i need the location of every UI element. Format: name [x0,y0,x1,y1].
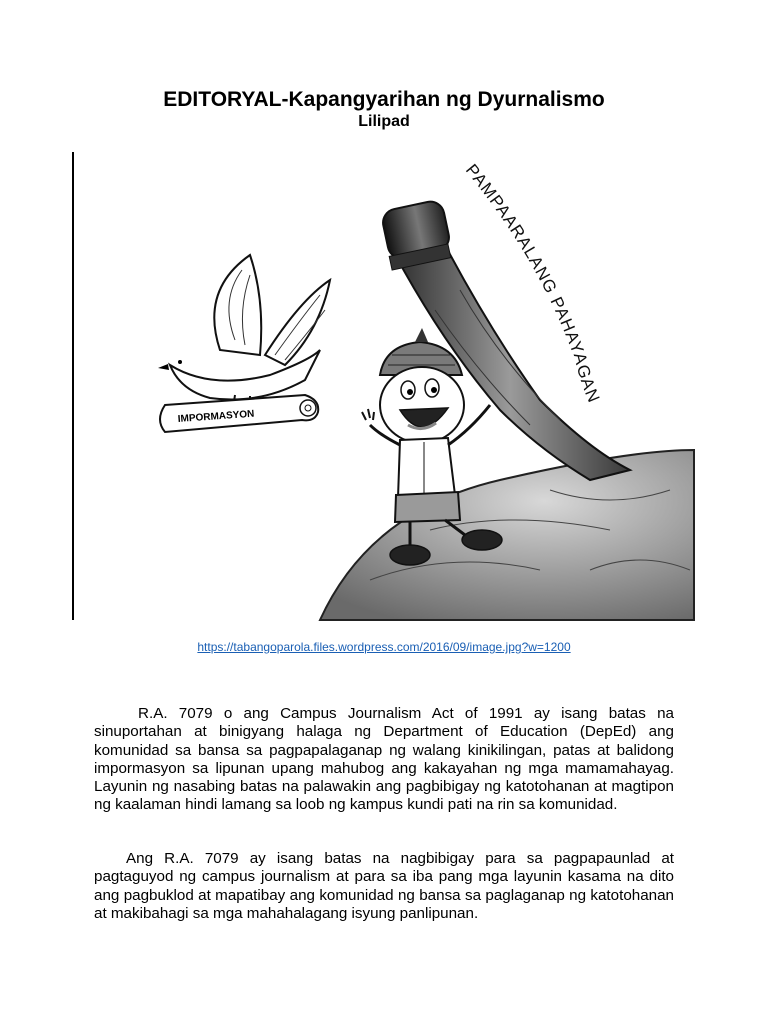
pencil-label: PAMPAARALANG PAHAYAGAN [461,160,604,406]
paragraph-2: Ang R.A. 7079 ay isang batas na nagbibigay para sa pagpapaunlad at pagtaguyod ng campus journalism at para sa iba pang mga layunin kasama na dito ang pagbuklod at mapatibay ang komunidad ng bansa sa paglaganap ng katotohanan at makibahagi sa mga mahahalagang isyung panlipunan. [94,850,674,922]
scroll-label: IMPORMASYON [177,408,255,425]
globe-hill [320,450,694,620]
editorial-title: EDITORYAL-Kapangyarihan ng Dyurnalismo [163,88,605,111]
editorial-subtitle: Lilipad [358,113,410,130]
paragraph-1: R.A. 7079 o ang Campus Journalism Act of 1991 ay isang batas na sinuportahan at binigyang halaga ng Department of Education (DepEd) ang komunidad sa bansa sa pagpapalaganap ng walang kinikilingan, patas at balidong impormasyon sa lipunan upang mahubog ang kakayahan ng mga mamamahayag. Layunin ng nasabing batas na palawakin ang pagbibigay ng katotohanan at magtipon ng kaalaman hindi lamang sa loob ng kampus kundi pati na rin sa komunidad. [94,705,674,814]
scroll-illustration [160,395,318,432]
source-link[interactable]: https://tabangoparola.files.wordpress.com/2016/09/image.jpg?w=1200 [197,640,571,654]
editorial-cartoon [70,150,696,622]
dove-illustration [158,255,330,408]
